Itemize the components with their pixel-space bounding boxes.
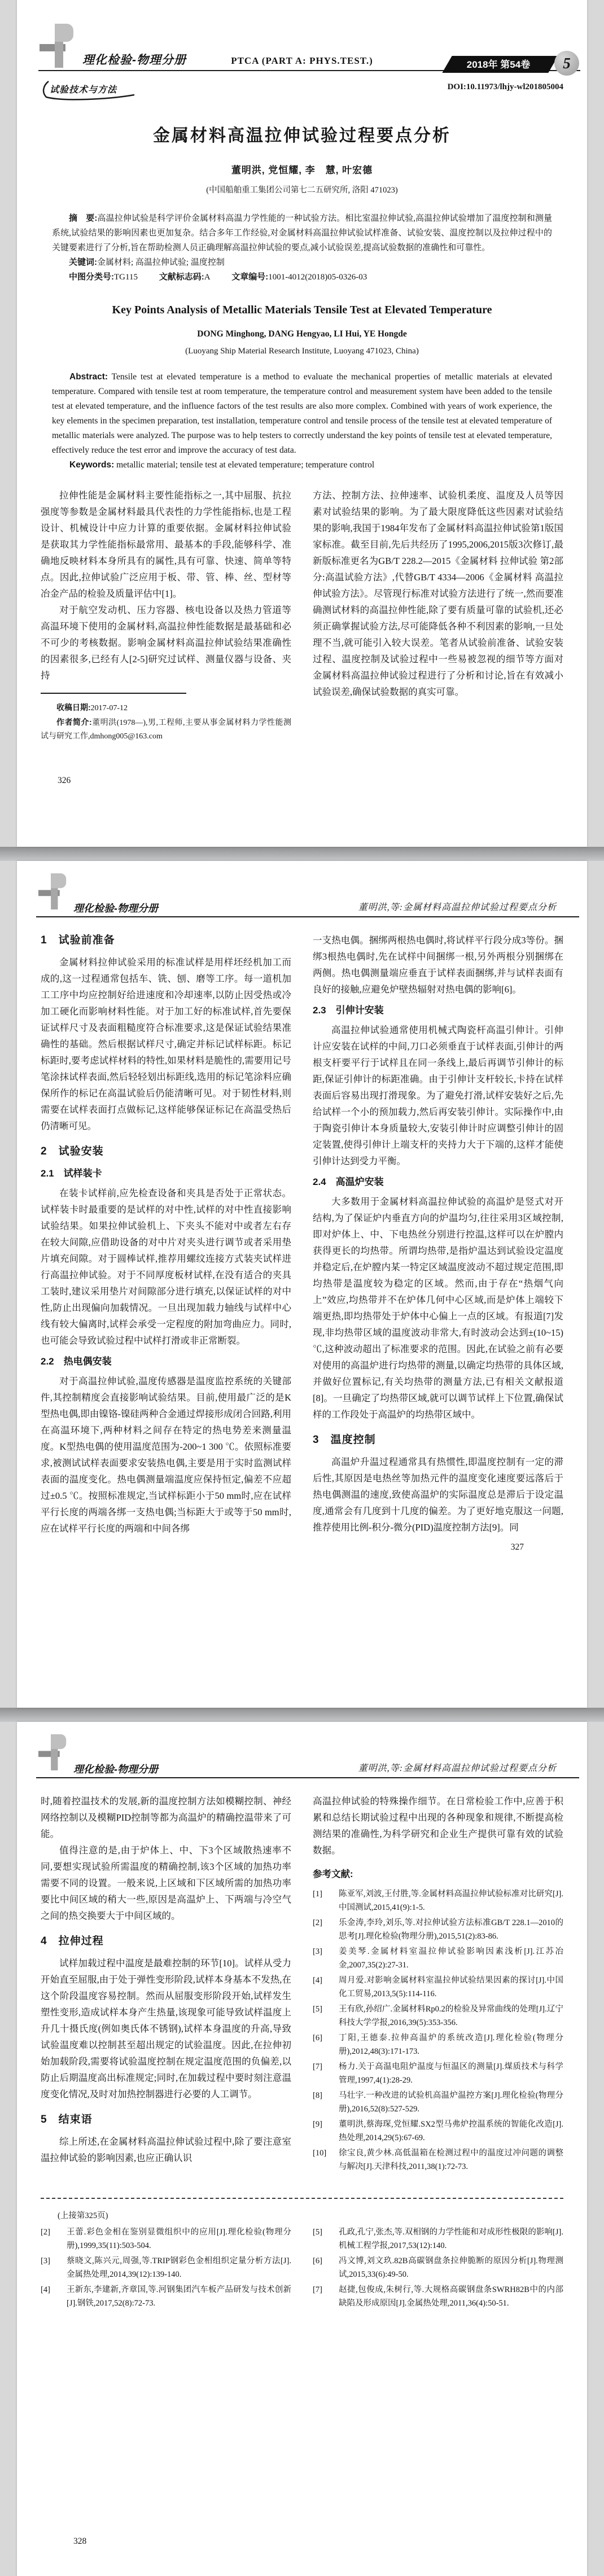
column-right xyxy=(313,2225,563,2312)
reference-text: 杨力.关于高温电阻炉温度与恒温区的测量[J].煤质技术与科学管理,1997,4(1):28-29. xyxy=(339,2062,563,2085)
page-number: 326 xyxy=(58,776,71,785)
authors-cn: 董明洪, 党恒耀, 李 慧, 叶宏德 xyxy=(231,165,373,176)
section-2-4-paragraph: 大多数用于金属材料高温拉伸试验的高温炉是竖式对开结构,为了保证炉内垂直方向的炉温均匀,往往采用3区域控制,即对炉体上、中、下电热丝分别进行控温,这样可以在炉膛内获得更长的均热带。所谓均热带,是指炉温达到试验设定温度并稳定后,在炉膛内某一特定区域温度波动不超过规定范围,即均热带是温度较为稳定的区域。然而,由于存在“热烟气向上”效应,均热带并不在炉体几何中心区域,而是炉体上端较下端更热,即均热带处于炉体中心偏上一点的区域。有报道[7]发现,非均热带区域的温度波动非常大,有时波动会达到±(10~15) ℃,这种波动超出了标准要求的范围。因此,在试验之前有必要对使用的高温炉进行均热带的测量,以确定均热带的具体区域,并做好位置标记,有关均热带的测量方法,已有相关文献报道[8]。一旦确定了均热带区域,就可以调节试样上下位置,确保试样的工作段处于高温炉的均热带区域中。 xyxy=(313,1196,563,1420)
footnote-block xyxy=(41,693,291,744)
section-1-paragraph: 金属材料拉伸试验采用的标准试样是用样坯经机加工而成的,这一过程通常包括车、铣、刨、磨等工序。每一道机加工工序中均应控制好给进速度和冷却速率,以防止因受热或冷加工硬化而影响材料性能。对于加工好的标准试样,首先要保证试样尺寸及表面粗糙度符合标准要求,这是保证试验结果准确性的基础。然后根据试样尺寸,确定并标记试样标距。标记标距时,要考虑试样材料的特性,如果材料是脆性的,需要用记号笔涂抹试样表面,然后轻轻划出标距线,选用的标记笔涂料应确保所作的标记在高温试验后仍能清晰可见。对于韧性材料,则需要在试样表面打点做标记,这样能够保证标记在高温受热后仍清晰可见。 xyxy=(41,957,291,1131)
section-2-heading: 2 试验安装 xyxy=(41,1145,104,1157)
reference-text: 蔡晓文,陈兴元,周强,等.TRIP钢彩色金相组织定量分析方法[J].金属热处理,2014,39(12):139-140. xyxy=(67,2256,291,2279)
continued-references-columns xyxy=(41,2225,563,2312)
page-number: 328 xyxy=(73,2536,87,2546)
reference-number: [6] xyxy=(313,2256,322,2266)
reference-item xyxy=(313,2225,563,2253)
reference-item xyxy=(313,2118,563,2145)
running-header xyxy=(17,861,587,917)
reference-item xyxy=(313,1974,563,2001)
page-3 xyxy=(17,1722,587,2576)
reference-text: 姜美琴.金属材料室温拉伸试验影响因素浅析[J].江苏冶金,2007,35(2):27-31. xyxy=(339,1947,563,1970)
doi-text: DOI:10.11973/lhjy-wl201805004 xyxy=(447,82,563,91)
column-left xyxy=(41,1793,291,2175)
reference-text: 丁阳,王德泰.拉伸高温炉的系统改造[J].理化检验(物理分册),2012,48(3):171-173. xyxy=(339,2033,563,2056)
body-columns xyxy=(41,487,563,744)
authors-en: DONG Minghong, DANG Hengyao, LI Hui, YE Hongde xyxy=(197,329,407,339)
article-title-en: Key Points Analysis of Metallic Materials Tensile Test at Elevated Temperature xyxy=(112,304,492,316)
reference-number: [7] xyxy=(313,2062,322,2071)
journal-name-cn: 理化检验-物理分册 xyxy=(82,54,186,67)
keywords-label-en: Keywords: xyxy=(69,460,115,470)
clc-number: 中图分类号:TG115 xyxy=(69,272,138,282)
reference-number: [6] xyxy=(313,2033,322,2043)
section-3-paragraph-2: 值得注意的是,由于炉体上、中、下3个区域散热速率不同,要想实现试验所需温度的精确控制,该3个区域的加热功率需要不同的设置。一般来说,上区域和下区域所需的加热功率要比中间区域的稍大一些,原因是高温炉上、下两端与冷空气之间的热交换要大于中间区域的。 xyxy=(41,1845,291,1921)
column-left xyxy=(41,487,291,744)
classification-line xyxy=(52,270,552,285)
article-title-cn: 金属材料高温拉伸试验过程要点分析 xyxy=(153,126,451,145)
journal-header xyxy=(17,0,587,71)
reference-item xyxy=(313,2031,563,2058)
section-3-paragraph: 高温炉升温过程通常具有热惯性,即温度控制有一定的滞后性,其原因是电热丝等加热元件的温度变化速度要远落后于热电偶测温的速度,致使高温炉的实际温度总是滞后于设定温度,通常会有几度到十几度的偏差。为了更好地克服这一问题,推荐使用比例-积分-微分(PID)温度控制方法[9]。同 xyxy=(313,1457,563,1533)
keywords-cn xyxy=(52,255,552,270)
reference-item xyxy=(41,2225,291,2253)
journal-name-cn: 理化检验-物理分册 xyxy=(73,1764,158,1775)
intro-paragraph-3: 方法、控制方法、拉伸速率、试验机柔度、温度及人员等因素对试验结果的影响。为了最大限度降低这些因素对试验结果的影响,我国于1984年发布了金属材料高温拉伸试验第1版国家标准。截至目前,先后共经历了1995,2006,2015版3次修订,最新版标准更名为GB/T 228.2—2015《金属材料 拉伸试验 第2部分:高温试验方法》,代替GB/T 4334—2006《金属材料 高温拉伸试验方法》。尽管现行标准对试验方法进行了统一,然而要准确测试材料的高温拉伸性能,除了要有质量可靠的试验机,还必须正确掌握试验方法,尽可能降低各种不利因素的影响,一旦处理不当,就可能引入较大误差。笔者从试验前准备、试验安装过程、温度控制及试验过程中一些易被忽视的细节等方面对金属材料高温拉伸试验过程进行了分析和讨论,旨在有效减小试验误差,确保试验数据的真实可靠。 xyxy=(313,490,563,697)
section-5-continued: 高温拉伸试验的特殊操作细节。在日常检验工作中,应善于积累和总结长期试验过程中出现的各种现象和规律,不断提高检测结果的准确性,为科学研究和企业生产提供可靠有效的试验数据。 xyxy=(313,1796,563,1856)
reference-item xyxy=(313,2089,563,2116)
column-right xyxy=(313,487,563,744)
section-2-3-paragraph: 高温拉伸试验通常使用机械式陶瓷杆高温引伸计。引伸计应安装在试样的中间,刀口必须垂直于试样表面,引伸计的两根支杆要平行于试样且在同一条线上,最后再调节引伸计的标距,保证引伸计的标距准确。由于引伸计支杆较长,卡持在试样表面后容易出现打滑现象。为了避免打滑,试样安装好之后,先给试样一个小的预加载力,然后再安装引伸计。实际操作中,由于陶瓷引伸计本身质量较大,安装引伸计时应调整引伸计的固定装置,使得引伸计上端支杆的夹持力大于下端的,这样才能使引伸计达到受力平衡。 xyxy=(313,1025,563,1166)
section-2-3-heading: 2.3 引伸计安装 xyxy=(313,1005,384,1016)
abstract-block-en xyxy=(52,370,552,473)
author-bio-line: 作者简介:董明洪(1978—),男,工程师,主要从事金属材料力学性能测试与研究工作,dmhong005@163.com xyxy=(41,718,291,741)
abstract-en xyxy=(52,370,552,458)
page-number: 327 xyxy=(510,1542,524,1552)
reference-number: [5] xyxy=(313,2228,322,2237)
reference-item xyxy=(313,1887,563,1914)
reference-text: 冯文博,刘文玖.82B高碳钢盘条拉伸脆断的原因分析[J].物理测试,2015,33(6):49-50. xyxy=(339,2256,563,2279)
reference-item xyxy=(313,2283,563,2310)
abstract-label-en: Abstract: xyxy=(69,372,108,382)
reference-number: [10] xyxy=(313,2149,327,2158)
section-3-continued: 时,随着控温技术的发展,新的温度控制方法如模糊控制、神经网络控制以及模糊PID控制等都为高温炉的精确控温带来了可能。 xyxy=(41,1796,291,1839)
body-columns xyxy=(41,932,563,1555)
reference-text: 陈亚军,刘波,王付胜,等.金属材料高温拉伸试验标准对比研究[J].中国测试,2015,41(9):1-5. xyxy=(339,1890,563,1912)
abstract-text-en: Tensile test at elevated temperature is a method to evaluate the mechanical properties of metallic materials at elevated temperature. Compared with tensile test at room temperature, the temperature control and measurement system have been added to the tensile test at elevated temperature, and the influence factors of the test results are also more complex. Combined with years of work experience, the key elements in the specimen preparation, test installation, temperature control and tensile process of the tensile test at elevated temperature of metallic materials were analyzed. The purpose was to help testers to correctly understand the key points of tensile test at elevated temperature, effectively reduce the test error and improve the accuracy of test data. xyxy=(52,372,552,455)
reference-number: [1] xyxy=(313,1890,322,1899)
intro-paragraph-2: 对于航空发动机、压力容器、核电设备以及热力管道等高温环境下使用的金属材料,高温拉伸性能数据是最基础和必不可少的考核数据。影响金属材料高温拉伸试验结果准确性的因素很多,已经有人[2-5]研究过试样、测量仪器与设备、夹持 xyxy=(41,605,291,681)
section-2-1-paragraph: 在装卡试样前,应先检查设备和夹具是否处于正常状态。试样装卡时最重要的是试样的对中性,试样的对中性直接影响试验结果。如果拉伸试验机上、下夹头不能对中或者左右存在较大间隙,应借助设备的对中片对夹头进行调节或者采用垫片填充间隙。对于圆棒试样,推荐用螺纹连接方式装夹试样进行高温拉伸试验。对于不同厚度板材试样,在没有适合的夹具工装时,建议采用垫片对间隙部分进行填充,以保证试样的对中性,防止出现偏向加载情况。一旦出现加载力轴线与试样中心线有较大偏离时,试样会承受一定程度的附加弯曲应力。同时,也可能会导致试验过程中试样打滑或非正常断裂。 xyxy=(41,1188,291,1346)
running-title: 董明洪,等:金属材料高温拉伸试验过程要点分析 xyxy=(358,903,557,912)
reference-item xyxy=(313,2060,563,2087)
received-date-line: 收稿日期:2017-07-12 xyxy=(56,703,128,712)
affiliation-en: (Luoyang Ship Material Research Institute, Luoyang 471023, China) xyxy=(185,347,419,356)
keywords-label-cn: 关键词: xyxy=(69,257,97,267)
reference-item xyxy=(313,2254,563,2281)
abstract-cn xyxy=(52,211,552,255)
reference-text: 马壮宇.一种改进的试验机高温炉温控方案[J].理化检验(物理分册),2016,52(8):527-529. xyxy=(339,2091,563,2114)
abstract-label-cn: 摘 要: xyxy=(69,213,98,223)
reference-text: 孔政,孔宁,张杰,等.双相钢的力学性能和对成形性极限的影响[J].机械工程学报,2017,53(12):140. xyxy=(339,2228,563,2250)
issue-banner-text: 2018年 第54卷 xyxy=(466,59,531,70)
column-left xyxy=(41,932,291,1555)
reference-text: 董明洪,蔡海琛,党恒耀.SX2型马弗炉控温系统的智能化改造[J].热处理,2014,29(5):67-69. xyxy=(339,2120,563,2142)
reference-number: [4] xyxy=(41,2285,50,2294)
column-right xyxy=(313,932,563,1555)
reference-text: 乐金涛,李玲,刘乐,等.对拉伸试验方法标准GB/T 228.1—2010的思考[J].理化检验(物理分册),2015,51(2):83-86. xyxy=(339,1918,563,1941)
keywords-text-en: metallic material; tensile test at elevated temperature; temperature control xyxy=(116,460,375,470)
reference-number: [2] xyxy=(313,1918,322,1927)
document-code: 文献标志码:A xyxy=(159,272,211,282)
section-2-4-heading: 2.4 高温炉安装 xyxy=(313,1177,384,1187)
header-rule xyxy=(36,916,579,917)
keywords-en xyxy=(52,458,552,473)
journal-name-en: PTCA (PART A: PHYS.TEST.) xyxy=(231,55,373,66)
continued-from-note: (上接第325页) xyxy=(58,2211,108,2220)
column-left xyxy=(41,2225,291,2312)
section-2-2-continued: 一支热电偶。捆绑两根热电偶时,将试样平行段分成3等份。捆绑3根热电偶时,先在试样中间捆绑一根,另外两根分别捆绑在两侧。热电偶测量端应垂直于试样表面捆绑,并与试样表面有良好的接触,应避免炉壁热辐射对热电偶的影响[6]。 xyxy=(313,935,563,995)
reference-text: 王新东,李建新,齐章国,等.河钢集团汽车板产品研发与技术创新[J].钢铁,2017,52(8):72-73. xyxy=(67,2285,291,2308)
reference-text: 王有欣,孙绍广.金属材料Rp0.2的检验及异常曲线的处理[J].辽宁科技大学学报,2016,39(5):353-356. xyxy=(339,2005,563,2027)
section-5-heading: 5 结束语 xyxy=(41,2114,93,2125)
affiliation-cn: (中国船舶重工集团公司第七二五研究所, 洛阳 471023) xyxy=(206,186,398,195)
references-heading: 参考文献: xyxy=(313,1869,353,1879)
section-2-2-paragraph: 对于高温拉伸试验,温度传感器是温度监控系统的关键部件,其控制精度会直接影响试验结果。目前,使用最广泛的是K型热电偶,即由镍铬-镍硅两种合金通过焊接形成闭合回路,利用在高温环境下,两种材料之间存在特定的热电势差来测量温度。K型热电偶的使用温度范围为-200~1 300 ℃。依照标准要求,被测试试样表面要求安装热电偶,主要是用于实时监测试样表面的温度变化。热电偶测量端温度应保持恒定,偏差不应超过±0.5 ℃。按照标准规定,当试样标距小于50 mm时,应在试样平行长度的两端各绑一支热电偶;当标距大于或等于50 mm时,应在试样平行长度的两端和中间各绑 xyxy=(41,1376,291,1534)
section-3-heading: 3 温度控制 xyxy=(313,1434,376,1446)
reference-number: [3] xyxy=(41,2256,50,2266)
section-2-1-heading: 2.1 试样装卡 xyxy=(41,1168,102,1179)
body-columns xyxy=(41,1793,563,2175)
page-divider xyxy=(0,1708,604,1722)
intro-paragraph-1: 拉伸性能是金属材料主要性能指标之一,其中屈服、抗拉强度等参数是金属材料最具代表性的力学性能指标,也是工程设计、机械设计中应力计算的重要依据。金属材料拉伸试验是获取其力学性能指标最常用、最基本的手段,能够科学、准确地反映材料本身所具有的属性,具有可靠、快速、简单等特点。因此,拉伸试验广泛应用于板、带、管、棒、丝、型材等冶金产品的检验及质量评估中[1]。 xyxy=(41,490,291,599)
column-badge-label: 试验技术与方法 xyxy=(50,85,117,95)
section-2-2-heading: 2.2 热电偶安装 xyxy=(41,1356,112,1367)
reference-item xyxy=(313,2002,563,2030)
reference-text: 王蕾.彩色金相在鉴别显微组织中的应用[J].理化检验(物理分册),1999,35(11):503-504. xyxy=(67,2228,291,2250)
running-header xyxy=(17,1722,587,1778)
badge-row xyxy=(41,80,563,101)
journal-name-cn: 理化检验-物理分册 xyxy=(73,903,158,914)
reference-number: [4] xyxy=(313,1976,322,1985)
reference-text: 赵捷,包俊成,朱树行,等.大规格高碳钢盘条SWRH82B中的内部缺陷及形成原因[J].金属热处理,2011,36(4):50-51. xyxy=(339,2285,563,2308)
reference-text: 周月爱.对影响金属材料室温拉伸试验结果因素的探讨[J].中国化工贸易,2013,5(5):114-116. xyxy=(339,1976,563,1998)
journal-logo-icon xyxy=(38,1734,69,1770)
reference-item xyxy=(41,2254,291,2281)
column-badge xyxy=(41,80,124,101)
reference-item xyxy=(313,2146,563,2173)
abstract-block-cn xyxy=(52,211,552,285)
abstract-text-cn: 高温拉伸试验是科学评价金属材料高温力学性能的一种试验方法。相比室温拉伸试验,高温拉伸试验增加了温度控制和测量系统,试验结果的影响因素也更加复杂。结合多年工作经验,对金属材料高温拉伸试验试样准备、试验安装、温度控制以及拉伸过程中的关键要素进行了分析,旨在帮助检测人员正确理解高温拉伸试验的要点,减小试验误差,提高试验数据的准确性和可靠性。 xyxy=(52,214,552,252)
reference-number: [9] xyxy=(313,2120,322,2129)
reference-number: [5] xyxy=(313,2005,322,2014)
reference-item xyxy=(313,1916,563,1943)
column-right xyxy=(313,1793,563,2175)
reference-item xyxy=(41,2283,291,2310)
running-title: 董明洪,等:金属材料高温拉伸试验过程要点分析 xyxy=(358,1764,557,1773)
reference-item xyxy=(313,1945,563,1972)
section-1-heading: 1 试验前准备 xyxy=(41,934,115,946)
footnote-rule xyxy=(41,693,186,694)
continued-section-divider xyxy=(41,2198,563,2199)
page-divider xyxy=(0,847,604,861)
reference-number: [3] xyxy=(313,1947,322,1956)
journal-logo-icon xyxy=(38,873,69,909)
section-5-paragraph: 综上所述,在金属材料高温拉伸试验过程中,除了要注意室温拉伸试验的影响因素,也应正确认识 xyxy=(41,2136,291,2163)
reference-number: [7] xyxy=(313,2285,322,2294)
article-number: 文章编号:1001-4012(2018)05-0326-03 xyxy=(231,272,367,282)
page-2 xyxy=(17,861,587,1708)
reference-text: 徐宝良,黄少林.高低温箱在检测过程中的温度过冲问题的调整与解决[J].天津科技,2011,38(1):72-73. xyxy=(339,2149,563,2171)
section-4-heading: 4 拉伸过程 xyxy=(41,1935,104,1947)
issue-number-badge: 5 xyxy=(554,51,579,76)
keywords-text-cn: 金属材料; 高温拉伸试验; 温度控制 xyxy=(97,258,225,267)
reference-number: [8] xyxy=(313,2091,322,2100)
section-4-paragraph: 试样加载过程中温度是最难控制的环节[10]。试样从受力开始直至屈服,由于处于弹性变形阶段,试样本身基本不发热,在这个阶段温度容易控制。然而从屈服变形阶段开始,试样发生塑性变形,造成试样本身产生热量,该现象可能导致试样温度上升几十摄氏度(例如奥氏体不锈钢),试样本身温度的升高,导致试验温度难以控制甚至超出规定的试验温度。因此,在拉伸初始加载阶段,需要将试验温度控制在规定温度范围的负偏差,以防止后期温度高出标准规定;同时,在加载过程中要时刻注意温度变化情况,及时对加热控制器进行必要的人工调节。 xyxy=(41,1958,291,2100)
page-1 xyxy=(17,0,587,847)
header-rule xyxy=(36,1777,579,1778)
reference-number: [2] xyxy=(41,2228,50,2237)
